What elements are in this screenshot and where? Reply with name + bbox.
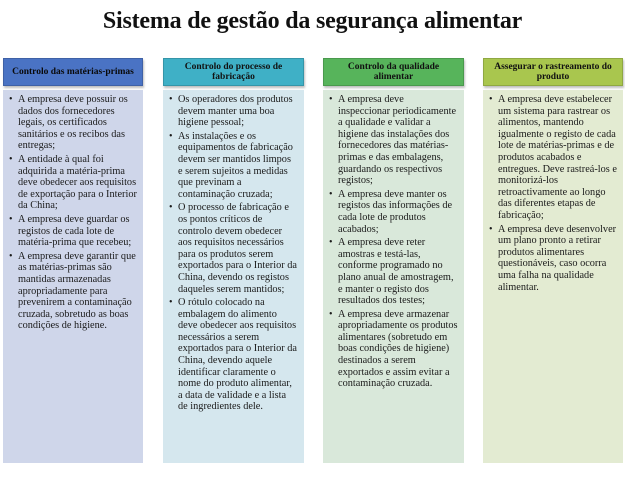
- column-manufacturing-process: [163, 58, 304, 463]
- list-item: • A empresa deve possuir os dados dos fornecedores legais, os certificados sanitários e os recibos das entregas;: [9, 94, 137, 152]
- bullet-list: [9, 94, 137, 332]
- list-item: • O rótulo colocado na embalagem do alimento deve obedecer aos requisitos necessários a serem exportados para o Interior da China, devendo aquele identificar claramente o nome do produto alimentar, a data de validade e a lista de ingredientes dele.: [169, 297, 298, 413]
- list-item: • A empresa deve desenvolver um plano pronto a retirar produtos alimentares questionáveis, caso ocorra uma falha na qualidade alimentar.: [489, 224, 617, 294]
- list-item: • As instalações e os equipamentos de fabricação devem ser mantidos limpos e serem sujeitos a medidas que previnam a contaminação cruzada;: [169, 131, 298, 201]
- column-traceability: [483, 58, 623, 463]
- bullet-list: [329, 94, 458, 390]
- column-header: Controlo das matérias-primas: [3, 58, 143, 86]
- column-body: [483, 90, 623, 463]
- page-title: Sistema de gestão da segurança alimentar: [102, 8, 523, 34]
- column-body: [323, 90, 464, 463]
- list-item: • A empresa deve reter amostras e testá-las, conforme programado no plano anual de amostragem, e manter o registo dos resultados dos testes;: [329, 237, 458, 307]
- list-item: • Os operadores dos produtos devem manter uma boa higiene pessoal;: [169, 94, 298, 129]
- list-item: • A empresa deve armazenar apropriadamente os produtos alimentares (sobretudo em boas condições de higiene) destinados a serem exportados e assim evitar a contaminação cruzada.: [329, 309, 458, 390]
- list-item: • A empresa deve guardar os registos de cada lote de matéria-prima que recebeu;: [9, 214, 137, 249]
- column-raw-materials: [3, 58, 143, 463]
- list-item: • O processo de fabricação e os pontos críticos de controlo devem obedecer aos requisitos necessários para os produtos serem exportados para o Interior da China, devendo os registos daqueles serem mantidos;: [169, 202, 298, 295]
- column-header: Controlo da qualidade alimentar: [323, 58, 464, 86]
- column-food-quality: [323, 58, 464, 463]
- list-item: • A empresa deve garantir que as matérias-primas são mantidas armazenadas apropriadamente para prevenirem a contaminação cruzada, sobretudo as boas condições de higiene.: [9, 251, 137, 332]
- list-item: • A empresa deve estabelecer um sistema para rastrear os alimentos, mantendo igualmente o registo de cada lote de matérias-primas e de produtos acabados e entregues. Deve rastreá-los e monitorizá-los retroactivamente ao longo das diferentes etapas de fabricação;: [489, 94, 617, 222]
- column-body: [3, 90, 143, 463]
- bullet-list: [489, 94, 617, 293]
- list-item: • A entidade à qual foi adquirida a matéria-prima deve obedecer aos requisitos de exportação para o Interior da China;: [9, 154, 137, 212]
- column-header: Controlo do processo de fabricação: [163, 58, 304, 86]
- column-body: [163, 90, 304, 463]
- bullet-list: [169, 94, 298, 413]
- list-item: • A empresa deve manter os registos das informações de cada lote de produtos acabados;: [329, 189, 458, 235]
- list-item: • A empresa deve inspeccionar periodicamente a qualidade e validar a higiene das instalações dos fornecedores das matérias-primas e das embalagens, guardando os respectivos registos;: [329, 94, 458, 187]
- column-header: Assegurar o rastreamento do produto: [483, 58, 623, 86]
